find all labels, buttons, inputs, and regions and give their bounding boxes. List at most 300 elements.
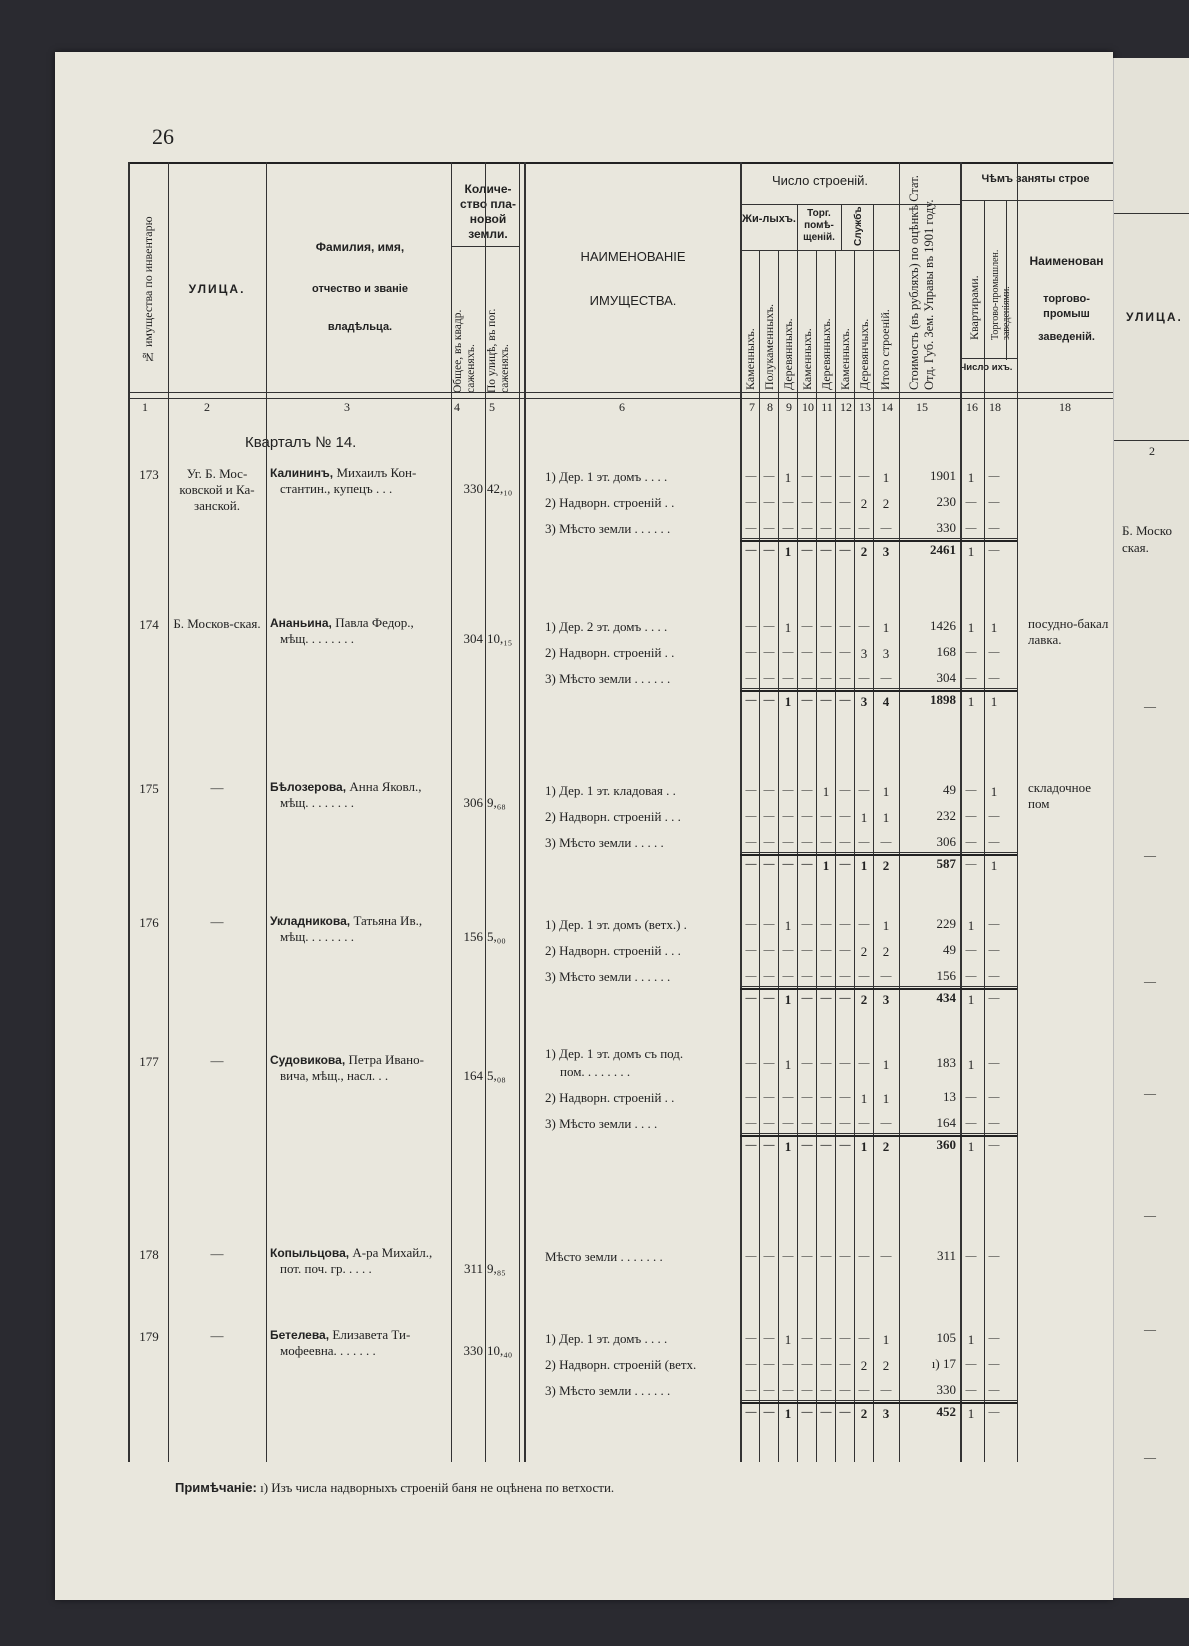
owner-title: мофеевна. . . . . . .: [280, 1343, 376, 1358]
building-count: —: [839, 836, 851, 848]
total-trade: —: [988, 1139, 1000, 1151]
total-building-count: 1: [784, 1406, 792, 1421]
total-building-count: —: [763, 1139, 775, 1151]
building-count: 2: [860, 944, 868, 959]
building-count: —: [820, 810, 832, 822]
building-count: —: [880, 1384, 892, 1396]
total-trade: —: [988, 544, 1000, 556]
building-count: —: [763, 1091, 775, 1103]
building-count: 1: [784, 620, 792, 635]
header-c10: Каменныхъ.: [800, 328, 814, 390]
valuation: 229: [936, 916, 956, 931]
column-number: 7: [749, 400, 755, 414]
valuation: 49: [943, 782, 956, 797]
building-count: —: [880, 672, 892, 684]
total-building-count: —: [839, 1406, 851, 1418]
total-building-count: 1: [784, 1139, 792, 1154]
total-valuation: 434: [936, 990, 956, 1005]
valuation: 306: [936, 834, 956, 849]
total-apartments: 1: [967, 694, 975, 709]
total-building-count: —: [820, 1406, 832, 1418]
building-count: —: [763, 646, 775, 658]
column-number: 14: [881, 400, 893, 414]
column-number: 15: [916, 400, 928, 414]
apartments-count: —: [965, 836, 977, 848]
property-item: 1) Дер. 1 эт. кладовая . .: [545, 783, 676, 798]
apartments-count: —: [965, 970, 977, 982]
building-count: —: [745, 672, 757, 684]
apartments-count: —: [965, 1117, 977, 1129]
column-number: 18: [989, 400, 1001, 414]
building-count: —: [763, 784, 775, 796]
building-count: 2: [882, 1358, 890, 1373]
building-count: 1: [882, 620, 890, 635]
building-count: —: [782, 1091, 794, 1103]
owner-surname: Копыльцова,: [270, 1246, 353, 1260]
building-count: —: [801, 470, 813, 482]
building-count: —: [745, 836, 757, 848]
building-count: —: [745, 1091, 757, 1103]
inventory-number: 178: [139, 1247, 159, 1262]
total-building-count: 3: [882, 1406, 890, 1421]
building-count: —: [763, 918, 775, 930]
property-item: 3) Мѣсто земли . . . . . .: [545, 521, 671, 536]
header-inventory-number: № имущества по инвентарю: [141, 216, 155, 364]
total-valuation: 360: [936, 1137, 956, 1152]
building-count: —: [745, 1384, 757, 1396]
building-count: —: [839, 970, 851, 982]
total-building-count: —: [839, 858, 851, 870]
building-count: —: [782, 522, 794, 534]
trade-count: —: [988, 672, 1000, 684]
land-area: 330: [463, 1343, 483, 1358]
building-count: —: [839, 522, 851, 534]
header-c7: Каменныхъ.: [743, 328, 757, 390]
total-building-count: —: [801, 858, 813, 870]
building-count: —: [763, 1250, 775, 1262]
building-count: —: [801, 970, 813, 982]
property-item: 1) Дер. 1 эт. домъ съ под.: [545, 1046, 684, 1061]
building-count: —: [745, 1332, 757, 1344]
property-item: 1) Дер. 1 эт. домъ (ветх.) .: [545, 917, 687, 932]
next-page-dash: —: [1144, 1450, 1156, 1464]
total-building-count: 2: [860, 992, 868, 1007]
total-building-count: —: [839, 544, 851, 556]
property-item: 3) Мѣсто земли . . . . . .: [545, 671, 671, 686]
building-count: —: [782, 672, 794, 684]
header-c16: Квартирами.: [967, 275, 981, 340]
street-name: —: [210, 1053, 224, 1068]
building-count: —: [858, 1332, 870, 1344]
owner-given-name: Павла Федор.,: [335, 615, 414, 630]
owner-surname: Бетелева,: [270, 1328, 333, 1342]
property-item: 1) Дер. 1 эт. домъ . . . .: [545, 1331, 668, 1346]
next-page-dash: —: [1144, 1086, 1156, 1100]
total-building-count: 2: [882, 858, 890, 873]
header-frontage: По улицѣ, въ пог. саженяхъ.: [486, 308, 511, 393]
header-count: Число ихъ.: [959, 362, 1013, 373]
owner-surname: Калининъ,: [270, 466, 337, 480]
frontage: 9,₈₅: [487, 1261, 506, 1276]
valuation: 1426: [930, 618, 956, 633]
property-item: 2) Надворн. строеній . .: [545, 1090, 675, 1105]
building-count: —: [839, 1384, 851, 1396]
land-area: 330: [463, 481, 483, 496]
property-item: 3) Мѣсто земли . . . . . .: [545, 1383, 671, 1398]
building-count: —: [839, 672, 851, 684]
building-count: —: [801, 1358, 813, 1370]
trade-count: —: [988, 944, 1000, 956]
total-apartments: 1: [967, 1139, 975, 1154]
owner-title: стантин., купецъ . . .: [280, 481, 393, 496]
building-count: —: [763, 944, 775, 956]
building-count: —: [801, 1332, 813, 1344]
building-count: 1: [882, 1057, 890, 1072]
trade-count: —: [988, 522, 1000, 534]
next-page-col-number: 2: [1149, 444, 1155, 458]
header-owner-2: отчество и званіе: [312, 283, 408, 295]
trade-count: —: [988, 496, 1000, 508]
total-building-count: 3: [882, 992, 890, 1007]
total-building-count: 2: [860, 544, 868, 559]
building-count: —: [858, 672, 870, 684]
building-count: —: [782, 646, 794, 658]
building-count: —: [763, 1332, 775, 1344]
owner-given-name: Михаилъ Кон-: [336, 465, 417, 480]
total-valuation: 452: [936, 1404, 956, 1419]
total-building-count: —: [839, 1139, 851, 1151]
building-count: 1: [882, 1332, 890, 1347]
inventory-number: 175: [139, 781, 159, 796]
header-residential: Жи-лыхъ.: [742, 213, 796, 225]
building-count: —: [880, 836, 892, 848]
building-count: —: [745, 620, 757, 632]
building-count: —: [880, 1250, 892, 1262]
building-count: —: [801, 1117, 813, 1129]
building-count: —: [763, 836, 775, 848]
building-count: —: [782, 810, 794, 822]
header-c9: Деревянныхъ.: [781, 318, 795, 390]
total-building-count: 2: [882, 1139, 890, 1154]
building-count: —: [801, 944, 813, 956]
building-count: —: [745, 1057, 757, 1069]
total-building-count: —: [801, 1406, 813, 1418]
building-count: —: [801, 522, 813, 534]
building-count: —: [820, 1091, 832, 1103]
total-apartments: 1: [967, 544, 975, 559]
trade-count: —: [988, 1091, 1000, 1103]
owner-title: пот. поч. гр. . . . .: [280, 1261, 372, 1276]
apartments-count: —: [965, 1250, 977, 1262]
column-number: 13: [859, 400, 871, 414]
building-count: —: [801, 672, 813, 684]
valuation: 230: [936, 494, 956, 509]
building-count: —: [763, 1117, 775, 1129]
header-c15: Стоимость (въ рубляхъ) по оцѣнкѣ Стат. Отд. Губ. Зем. Управы въ 1901 году.: [907, 175, 936, 390]
property-item: 3) Мѣсто земли . . . .: [545, 1116, 658, 1131]
inventory-number: 173: [139, 467, 159, 482]
next-page-dash: —: [1144, 699, 1156, 713]
apartments-count: —: [965, 496, 977, 508]
total-building-count: —: [820, 694, 832, 706]
total-building-count: —: [801, 992, 813, 1004]
owner-surname: Судовикова,: [270, 1053, 349, 1067]
building-count: —: [782, 970, 794, 982]
apartments-count: —: [965, 522, 977, 534]
frontage: 10,₁₅: [487, 631, 513, 646]
total-building-count: —: [801, 694, 813, 706]
building-count: —: [839, 1358, 851, 1370]
apartments-count: 1: [967, 620, 975, 635]
building-count: —: [880, 522, 892, 534]
property-item: 3) Мѣсто земли . . . . . .: [545, 969, 671, 984]
building-count: —: [858, 470, 870, 482]
valuation: 330: [936, 1382, 956, 1397]
trade-count: —: [988, 836, 1000, 848]
building-count: —: [839, 918, 851, 930]
next-page-street-header: УЛИЦА.: [1126, 310, 1183, 324]
building-count: —: [745, 470, 757, 482]
column-number: 9: [786, 400, 792, 414]
next-page-street: Б. Моско ская.: [1122, 523, 1172, 555]
building-count: —: [763, 470, 775, 482]
building-count: —: [801, 1250, 813, 1262]
total-building-count: 2: [860, 1406, 868, 1421]
trade-establishment: складочное пом: [1028, 780, 1092, 811]
next-page-dash: —: [1144, 1322, 1156, 1336]
total-building-count: 4: [882, 694, 890, 709]
owner-title: вича, мѣщ., насл. . .: [280, 1068, 389, 1083]
valuation: 183: [936, 1055, 956, 1070]
total-building-count: 1: [784, 694, 792, 709]
building-count: —: [858, 620, 870, 632]
building-count: —: [763, 970, 775, 982]
trade-count: —: [988, 1057, 1000, 1069]
building-count: —: [801, 810, 813, 822]
building-count: —: [839, 784, 851, 796]
building-count: —: [839, 1057, 851, 1069]
total-building-count: 1: [784, 544, 792, 559]
building-count: 3: [882, 646, 890, 661]
trade-count: —: [988, 970, 1000, 982]
next-page-dash: —: [1144, 1208, 1156, 1222]
header-c12: Каменныхъ.: [838, 328, 852, 390]
owner-given-name: Петра Ивано-: [348, 1052, 424, 1067]
frontage: 9,₆₈: [487, 795, 506, 810]
building-count: —: [820, 522, 832, 534]
next-page-dash: —: [1144, 848, 1156, 862]
apartments-count: —: [965, 646, 977, 658]
building-count: —: [858, 836, 870, 848]
total-trade: —: [988, 1406, 1000, 1418]
header-services: Службъ: [853, 206, 864, 246]
apartments-count: —: [965, 1091, 977, 1103]
street-name: Уг. Б. Мос-ковской и Ка-занской.: [179, 466, 255, 513]
total-building-count: —: [820, 1139, 832, 1151]
header-c14: Итого строеній.: [878, 309, 892, 390]
header-property-2: ИМУЩЕСТВА.: [589, 293, 677, 308]
total-building-count: —: [820, 992, 832, 1004]
building-count: —: [839, 646, 851, 658]
building-count: —: [858, 970, 870, 982]
total-building-count: —: [839, 992, 851, 1004]
street-name: —: [210, 914, 224, 929]
frontage: 5,₀₈: [487, 1068, 506, 1083]
total-trade: —: [988, 992, 1000, 1004]
building-count: —: [782, 784, 794, 796]
building-count: —: [745, 944, 757, 956]
total-valuation: 1898: [930, 692, 956, 707]
valuation: 164: [936, 1115, 956, 1130]
header-street: УЛИЦА.: [188, 282, 246, 296]
total-building-count: —: [745, 1139, 757, 1151]
building-count: —: [820, 496, 832, 508]
apartments-count: 1: [967, 918, 975, 933]
header-trade-1: Наименован: [1029, 254, 1104, 268]
frontage: 5,₀₀: [487, 929, 506, 944]
header-c13: Деревянчыхъ.: [857, 318, 871, 390]
footnote-label: Примѣчаніе:: [175, 1480, 257, 1495]
building-count: —: [820, 470, 832, 482]
valuation: ı) 17: [931, 1356, 956, 1371]
apartments-count: —: [965, 1358, 977, 1370]
building-count: —: [820, 970, 832, 982]
building-count: —: [839, 1117, 851, 1129]
column-number: 8: [767, 400, 773, 414]
trade-count: —: [988, 810, 1000, 822]
owner-given-name: Анна Яковл.,: [349, 779, 422, 794]
building-count: —: [858, 1057, 870, 1069]
apartments-count: 1: [967, 1057, 975, 1072]
building-count: —: [782, 1358, 794, 1370]
building-count: —: [820, 646, 832, 658]
building-count: —: [858, 784, 870, 796]
total-valuation: 587: [936, 856, 956, 871]
building-count: —: [782, 496, 794, 508]
building-count: —: [763, 522, 775, 534]
trade-count: —: [988, 1117, 1000, 1129]
column-number: 18: [1059, 400, 1071, 414]
building-count: —: [820, 836, 832, 848]
valuation: 49: [943, 942, 956, 957]
apartments-count: 1: [967, 1332, 975, 1347]
owner-given-name: Елизавета Ти-: [332, 1327, 411, 1342]
building-count: —: [801, 496, 813, 508]
header-commercial: Торг. помѣ-щеній.: [803, 208, 835, 243]
total-building-count: —: [763, 544, 775, 556]
header-c17: Торгово-промышлен. заведеніями.: [990, 249, 1012, 340]
building-count: —: [745, 810, 757, 822]
total-building-count: 1: [822, 858, 830, 873]
building-count: 1: [882, 470, 890, 485]
building-count: —: [745, 1250, 757, 1262]
building-count: —: [820, 672, 832, 684]
building-count: —: [820, 1057, 832, 1069]
trade-count: —: [988, 646, 1000, 658]
building-count: 3: [860, 646, 868, 661]
land-area: 306: [463, 795, 483, 810]
building-count: —: [763, 620, 775, 632]
column-number: 4: [454, 400, 460, 414]
land-area: 311: [463, 1261, 483, 1276]
inventory-number: 176: [139, 915, 159, 930]
valuation: 105: [936, 1330, 956, 1345]
column-number: 6: [619, 400, 625, 414]
header-c11: Деревянныхъ.: [819, 318, 833, 390]
building-count: 1: [882, 810, 890, 825]
land-area: 304: [463, 631, 483, 646]
owner-surname: Бѣлозерова,: [270, 780, 350, 794]
header-buildings: Число строеній.: [771, 173, 869, 188]
property-item: 1) Дер. 2 эт. домъ . . . .: [545, 619, 668, 634]
building-count: 1: [882, 784, 890, 799]
building-count: —: [745, 1358, 757, 1370]
building-count: —: [782, 1384, 794, 1396]
building-count: —: [839, 496, 851, 508]
trade-count: 1: [990, 784, 998, 799]
building-count: —: [839, 620, 851, 632]
valuation: 311: [936, 1248, 956, 1263]
total-building-count: 1: [784, 992, 792, 1007]
building-count: —: [839, 1091, 851, 1103]
property-item: 1) Дер. 1 эт. домъ . . . .: [545, 469, 668, 484]
column-number: 2: [204, 400, 210, 414]
total-valuation: 2461: [930, 542, 956, 557]
building-count: 1: [860, 810, 868, 825]
property-item: 2) Надворн. строеній . . .: [545, 809, 681, 824]
total-building-count: —: [782, 858, 794, 870]
property-item: 2) Надворн. строеній . .: [545, 645, 675, 660]
total-building-count: —: [745, 992, 757, 1004]
building-count: —: [820, 1384, 832, 1396]
valuation: 156: [936, 968, 956, 983]
header-owner-3: владѣльца.: [327, 321, 393, 333]
owner-title: мѣщ. . . . . . . .: [280, 795, 355, 810]
footnote-text: ı) Изъ числа надворныхъ строеній баня не оцѣнена по ветхости.: [260, 1480, 615, 1495]
total-building-count: —: [745, 858, 757, 870]
next-page-edge: [1113, 58, 1189, 1598]
owner-given-name: А-ра Михайл.,: [352, 1245, 433, 1260]
total-building-count: 1: [860, 858, 868, 873]
header-property-1: НАИМЕНОВАНІЕ: [580, 249, 686, 264]
building-count: —: [858, 522, 870, 534]
trade-count: —: [988, 1250, 1000, 1262]
building-count: —: [763, 496, 775, 508]
page-number: 26: [152, 124, 174, 149]
total-building-count: —: [763, 858, 775, 870]
header-land-quantity: Количе-ство пла-новой земли.: [460, 182, 516, 241]
building-count: —: [763, 810, 775, 822]
building-count: —: [763, 1057, 775, 1069]
building-count: —: [858, 918, 870, 930]
apartments-count: —: [965, 672, 977, 684]
street-name: —: [210, 1246, 224, 1261]
frontage: 10,₄₀: [487, 1343, 513, 1358]
building-count: —: [858, 1250, 870, 1262]
land-area: 164: [463, 1068, 483, 1083]
building-count: 1: [784, 918, 792, 933]
building-count: —: [839, 1250, 851, 1262]
street-name: —: [210, 1328, 224, 1343]
building-count: —: [801, 784, 813, 796]
total-trade: 1: [990, 858, 998, 873]
building-count: —: [839, 810, 851, 822]
column-number: 3: [344, 400, 350, 414]
footnote: [175, 1480, 614, 1496]
header-owner-1: Фамилия, имя,: [315, 240, 405, 254]
total-building-count: —: [763, 694, 775, 706]
column-number: 5: [489, 400, 495, 414]
